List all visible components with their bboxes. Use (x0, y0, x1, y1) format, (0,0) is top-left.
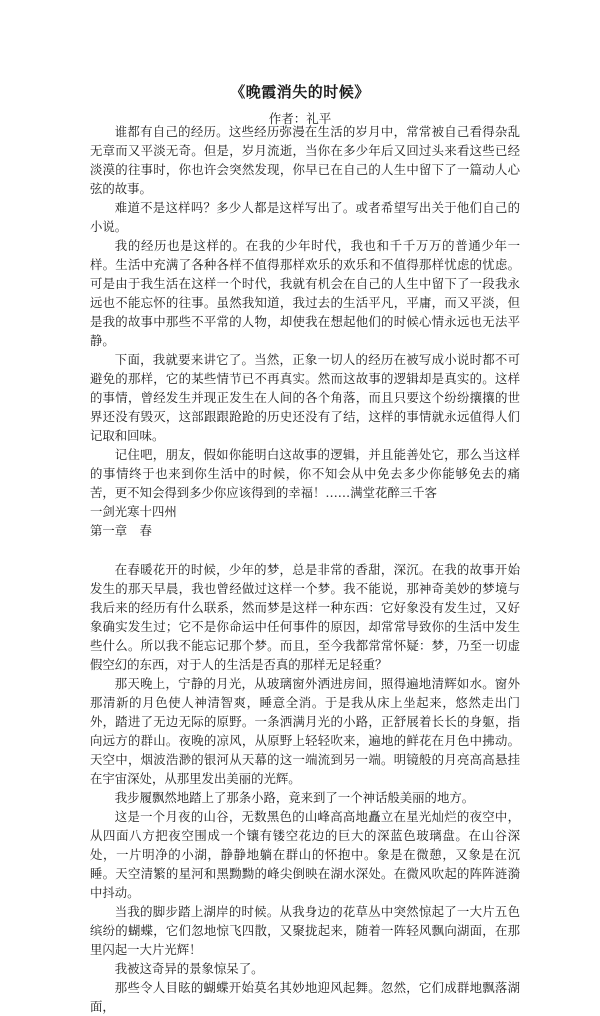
chapter-heading: 第一章 春 (90, 523, 152, 538)
paragraph: 难道不是这样吗？多少人都是这样写出了。或者希望写出关于他们自己的小说。 (90, 200, 520, 234)
paragraph: 我的经历也是这样的。在我的少年时代，我也和千千万万的普通少年一样。生活中充满了各种各样不值得那样欢乐的欢乐和不值得那样忧虑的忧虑。可是由于我生活在这样一个时代，我就有机会在自己的人生中留下了一段我永远也不能忘怀的往事。虽然我知道，我过去的生活平凡，平庸，而又平淡，但是我的故事中那些不平常的人物，却使我在想起他们的时候心情永远也无法平静。 (90, 238, 520, 348)
document-title: 《晚霞消失的时候》 (230, 83, 370, 101)
chapter-paragraph: 在春暖花开的时候，少年的梦，总是非常的香甜，深沉。在我的故事开始发生的那天早晨，我也曾经做过这样一个梦。我不能说，那神奇美妙的梦境与我后来的经历有什么联系，然而梦是这样一种东西：它好象没有发生过，又好象确实发生过；它不是你命运中任何事件的原因，却常常导致你的生活中发生些什么。所以我不能忘记那个梦。而且，至今我都常常怀疑：梦，乃至一切虚假空幻的东西，对于人的生活是否真的那样无足轻重？ (90, 562, 520, 672)
paragraph: 下面，我就要来讲它了。当然，正象一切人的经历在被写成小说时都不可避免的那样，它的某些情节已不再真实。然而这故事的逻辑却是真实的。这样的事情，曾经发生并现正发生在人间的各个角落，而且只要这个纷纷攘攘的世界还没有毁灭，这部跟跟跄跄的历史还没有了结，这样的事情就永远值得人们记取和回味。 (90, 352, 520, 443)
chapter-paragraph: 当我的脚步踏上湖岸的时候。从我身边的花草丛中突然惊起了一大片五色缤纷的蝴蝶，它们忽地惊飞四散，又聚拢起来，随着一阵轻风飘向湖面，在那里闪起一大片光辉！ (90, 904, 520, 957)
separator-line: 一剑光寒十四州 (90, 504, 177, 519)
paragraph: 记住吧，朋友，假如你能明白这故事的逻辑，并且能善处它，那么当这样的事情终于也来到你生活中的时候，你不知会从中免去多少你能够免去的痛苦，更不知会得到多少你应该得到的幸福！……满堂花醉三千客 (90, 447, 520, 500)
chapter-paragraph: 我步履飘然地踏上了那条小路，竟来到了一个神话般美丽的地方。 (114, 790, 475, 805)
chapter-paragraph: 我被这奇异的景象惊呆了。 (114, 961, 264, 976)
chapter-paragraph: 那天晚上，宁静的月光，从玻璃窗外洒进房间，照得遍地清辉如水。窗外那清新的月色使人神清智爽，睡意全消。于是我从床上坐起来，悠然走出门外，踏进了无边无际的原野。一条洒满月光的小路，正舒展着长长的身躯，指向远方的群山。夜晚的凉风，从原野上轻轻吹来，遍地的鲜花在月色中拂动。天空中，烟波浩渺的银河从天幕的这一端流到另一端。明镜般的月亮高高悬挂在宇宙深处，从那里发出美丽的光辉。 (90, 676, 520, 786)
paragraph: 谁都有自己的经历。这些经历弥漫在生活的岁月中，常常被自己看得杂乱无章而又平淡无奇。但是，岁月流逝，当你在多少年后又回过头来看这些已经淡漠的往事时，你也许会突然发现，你早已在自己的人生中留下了一篇动人心弦的故事。 (90, 124, 520, 196)
document-body (90, 122, 520, 1016)
chapter-paragraph: 这是一个月夜的山谷，无数黑色的山峰高高地矗立在星光灿烂的夜空中，从四面八方把夜空围成一个镶有镂空花边的巨大的深蓝色玻璃盘。在山谷深处，一片明净的小湖，静静地躺在群山的怀抱中。象是在微憩，又象是在沉睡。天空清繁的星河和黑黝黝的峰尖倒映在湖水深处。在微风吹起的阵阵涟漪中抖动。 (90, 809, 520, 900)
chapter-paragraph: 那些令人目眩的蝴蝶开始莫名其妙地迎风起舞。忽然，它们成群地飘落湖面， (90, 980, 520, 1014)
author-line: 作者：礼平 (268, 111, 332, 126)
